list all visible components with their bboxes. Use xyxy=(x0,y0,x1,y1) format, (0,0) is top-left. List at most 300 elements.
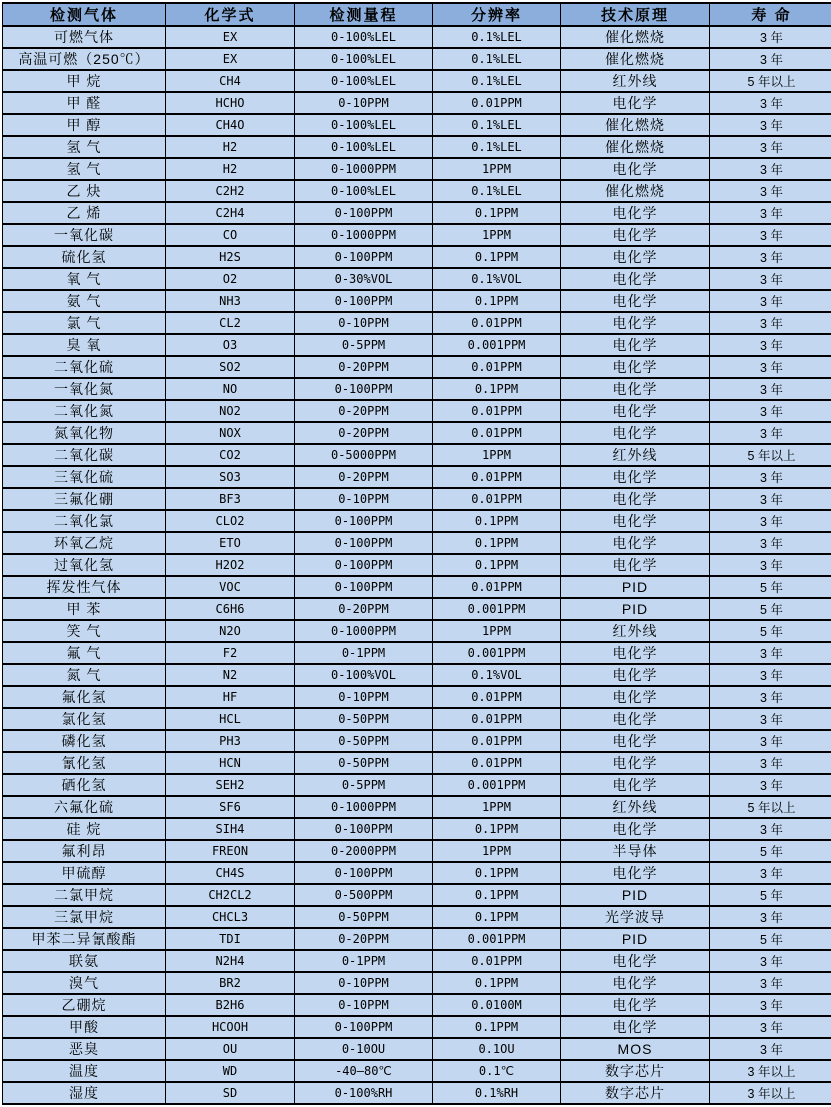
table-row xyxy=(3,994,831,1016)
cell-principle: 电化学 xyxy=(561,268,710,290)
table-row xyxy=(3,642,831,664)
table-row xyxy=(3,1016,831,1038)
cell-gas: 恶臭 xyxy=(3,1038,166,1060)
cell-formula: TDI xyxy=(166,928,295,950)
cell-range: 0-20PPM xyxy=(295,356,433,378)
table-row xyxy=(3,796,831,818)
cell-range: 0-100PPM xyxy=(295,510,433,532)
column-header-principle: 技术原理 xyxy=(561,3,710,26)
table-row xyxy=(3,730,831,752)
cell-lifespan: 3 年 xyxy=(710,48,831,70)
table-row xyxy=(3,532,831,554)
cell-lifespan: 3 年 xyxy=(710,356,831,378)
table-row xyxy=(3,1060,831,1082)
cell-range: 0-2000PPM xyxy=(295,840,433,862)
cell-resolution: 0.1℃ xyxy=(433,1060,561,1082)
cell-principle: 电化学 xyxy=(561,818,710,840)
cell-lifespan: 3 年 xyxy=(710,378,831,400)
cell-lifespan: 3 年 xyxy=(710,862,831,884)
cell-principle: 电化学 xyxy=(561,356,710,378)
cell-range: 0-100PPM xyxy=(295,532,433,554)
cell-resolution: 0.1PPM xyxy=(433,290,561,312)
cell-principle: 电化学 xyxy=(561,774,710,796)
cell-formula: SF6 xyxy=(166,796,295,818)
cell-formula: OU xyxy=(166,1038,295,1060)
cell-range: 0-5PPM xyxy=(295,334,433,356)
cell-resolution: 0.1OU xyxy=(433,1038,561,1060)
cell-lifespan: 5 年以上 xyxy=(710,70,831,92)
table-row xyxy=(3,312,831,334)
cell-formula: NH3 xyxy=(166,290,295,312)
cell-gas: 挥发性气体 xyxy=(3,576,166,598)
cell-lifespan: 5 年 xyxy=(710,840,831,862)
table-row xyxy=(3,818,831,840)
cell-gas: 溴气 xyxy=(3,972,166,994)
table-row xyxy=(3,752,831,774)
cell-gas: 乙 烯 xyxy=(3,202,166,224)
cell-lifespan: 3 年 xyxy=(710,950,831,972)
cell-principle: PID xyxy=(561,928,710,950)
cell-gas: 二氧化硫 xyxy=(3,356,166,378)
cell-range: 0-1PPM xyxy=(295,950,433,972)
cell-lifespan: 3 年 xyxy=(710,224,831,246)
cell-range: 0-1000PPM xyxy=(295,620,433,642)
cell-resolution: 0.1%RH xyxy=(433,1082,561,1104)
cell-range: 0-1PPM xyxy=(295,642,433,664)
table-row xyxy=(3,334,831,356)
cell-lifespan: 3 年 xyxy=(710,114,831,136)
cell-formula: H2S xyxy=(166,246,295,268)
cell-range: 0-100%LEL xyxy=(295,136,433,158)
cell-gas: 硅 烷 xyxy=(3,818,166,840)
cell-lifespan: 3 年以上 xyxy=(710,1060,831,1082)
cell-principle: 电化学 xyxy=(561,664,710,686)
cell-principle: 电化学 xyxy=(561,422,710,444)
cell-resolution: 0.1%VOL xyxy=(433,664,561,686)
cell-gas: 甲酸 xyxy=(3,1016,166,1038)
cell-range: 0-100PPM xyxy=(295,554,433,576)
cell-lifespan: 5 年 xyxy=(710,928,831,950)
cell-principle: 半导体 xyxy=(561,840,710,862)
cell-formula: CL2 xyxy=(166,312,295,334)
cell-lifespan: 3 年 xyxy=(710,510,831,532)
table-row xyxy=(3,356,831,378)
cell-lifespan: 3 年 xyxy=(710,708,831,730)
cell-gas: 温度 xyxy=(3,1060,166,1082)
cell-gas: 湿度 xyxy=(3,1082,166,1104)
cell-principle: 电化学 xyxy=(561,642,710,664)
table-row xyxy=(3,1038,831,1060)
cell-resolution: 1PPM xyxy=(433,796,561,818)
cell-gas: 笑 气 xyxy=(3,620,166,642)
table-body xyxy=(3,26,831,1104)
cell-lifespan: 5 年 xyxy=(710,884,831,906)
table-row xyxy=(3,92,831,114)
cell-lifespan: 3 年 xyxy=(710,26,831,48)
cell-range: 0-100PPM xyxy=(295,290,433,312)
cell-lifespan: 3 年 xyxy=(710,400,831,422)
cell-resolution: 0.001PPM xyxy=(433,598,561,620)
cell-principle: 电化学 xyxy=(561,158,710,180)
cell-range: 0-50PPM xyxy=(295,730,433,752)
cell-gas: 过氧化氢 xyxy=(3,554,166,576)
cell-formula: CHCL3 xyxy=(166,906,295,928)
cell-principle: 红外线 xyxy=(561,796,710,818)
cell-range: 0-20PPM xyxy=(295,400,433,422)
cell-principle: 电化学 xyxy=(561,862,710,884)
table-row xyxy=(3,114,831,136)
table-row xyxy=(3,136,831,158)
table-row xyxy=(3,950,831,972)
cell-resolution: 0.01PPM xyxy=(433,730,561,752)
table-row xyxy=(3,840,831,862)
cell-formula: CH4 xyxy=(166,70,295,92)
column-header-gas: 检测气体 xyxy=(3,3,166,26)
cell-lifespan: 3 年 xyxy=(710,290,831,312)
cell-principle: 催化燃烧 xyxy=(561,114,710,136)
cell-resolution: 1PPM xyxy=(433,840,561,862)
header-row xyxy=(3,3,831,26)
cell-range: 0-100PPM xyxy=(295,246,433,268)
table-row xyxy=(3,906,831,928)
cell-resolution: 0.1PPM xyxy=(433,510,561,532)
cell-lifespan: 3 年 xyxy=(710,180,831,202)
cell-principle: 催化燃烧 xyxy=(561,26,710,48)
cell-resolution: 0.01PPM xyxy=(433,686,561,708)
cell-formula: N2 xyxy=(166,664,295,686)
cell-resolution: 0.1%LEL xyxy=(433,70,561,92)
cell-formula: HF xyxy=(166,686,295,708)
cell-formula: O3 xyxy=(166,334,295,356)
table-row xyxy=(3,774,831,796)
cell-resolution: 0.1%LEL xyxy=(433,136,561,158)
cell-principle: 电化学 xyxy=(561,92,710,114)
cell-lifespan: 3 年 xyxy=(710,972,831,994)
table-row xyxy=(3,488,831,510)
table-row xyxy=(3,928,831,950)
cell-resolution: 0.1%LEL xyxy=(433,114,561,136)
cell-range: 0-30%VOL xyxy=(295,268,433,290)
cell-range: 0-10PPM xyxy=(295,312,433,334)
cell-gas: 甲硫醇 xyxy=(3,862,166,884)
cell-range: 0-100%LEL xyxy=(295,48,433,70)
cell-range: 0-20PPM xyxy=(295,598,433,620)
cell-resolution: 0.1PPM xyxy=(433,906,561,928)
cell-formula: CO xyxy=(166,224,295,246)
table-row xyxy=(3,466,831,488)
cell-gas: 氮氧化物 xyxy=(3,422,166,444)
cell-lifespan: 3 年 xyxy=(710,664,831,686)
cell-lifespan: 3 年 xyxy=(710,686,831,708)
cell-range: 0-100PPM xyxy=(295,378,433,400)
table-row xyxy=(3,70,831,92)
cell-principle: 电化学 xyxy=(561,1016,710,1038)
column-header-lifespan: 寿 命 xyxy=(710,3,831,26)
cell-principle: 电化学 xyxy=(561,972,710,994)
cell-principle: PID xyxy=(561,576,710,598)
cell-gas: 硒化氢 xyxy=(3,774,166,796)
cell-resolution: 0.01PPM xyxy=(433,466,561,488)
cell-range: 0-5PPM xyxy=(295,774,433,796)
cell-gas: 氮 气 xyxy=(3,664,166,686)
cell-lifespan: 5 年 xyxy=(710,598,831,620)
cell-resolution: 0.1PPM xyxy=(433,862,561,884)
cell-range: 0-1000PPM xyxy=(295,224,433,246)
cell-resolution: 0.1PPM xyxy=(433,378,561,400)
cell-gas: 乙硼烷 xyxy=(3,994,166,1016)
cell-lifespan: 3 年 xyxy=(710,554,831,576)
cell-range: 0-20PPM xyxy=(295,422,433,444)
cell-formula: NO2 xyxy=(166,400,295,422)
cell-gas: 六氟化硫 xyxy=(3,796,166,818)
cell-gas: 一氧化碳 xyxy=(3,224,166,246)
cell-resolution: 0.01PPM xyxy=(433,752,561,774)
cell-gas: 二氧化氮 xyxy=(3,400,166,422)
table-row xyxy=(3,224,831,246)
table-row xyxy=(3,422,831,444)
cell-resolution: 1PPM xyxy=(433,158,561,180)
cell-range: 0-10PPM xyxy=(295,972,433,994)
cell-range: -40—80℃ xyxy=(295,1060,433,1082)
cell-range: 0-100%LEL xyxy=(295,70,433,92)
table-row xyxy=(3,444,831,466)
cell-resolution: 1PPM xyxy=(433,620,561,642)
table-row xyxy=(3,180,831,202)
cell-principle: 电化学 xyxy=(561,950,710,972)
cell-resolution: 0.0100M xyxy=(433,994,561,1016)
cell-range: 0-1000PPM xyxy=(295,158,433,180)
cell-principle: 催化燃烧 xyxy=(561,48,710,70)
cell-gas: 环氧乙烷 xyxy=(3,532,166,554)
cell-formula: SO3 xyxy=(166,466,295,488)
cell-formula: WD xyxy=(166,1060,295,1082)
cell-gas: 三氯甲烷 xyxy=(3,906,166,928)
gas-spec-table xyxy=(2,2,831,1105)
table-row xyxy=(3,48,831,70)
cell-principle: 电化学 xyxy=(561,686,710,708)
cell-formula: EX xyxy=(166,48,295,70)
cell-gas: 乙 炔 xyxy=(3,180,166,202)
cell-lifespan: 3 年 xyxy=(710,158,831,180)
cell-formula: NOX xyxy=(166,422,295,444)
cell-lifespan: 3 年 xyxy=(710,1016,831,1038)
cell-range: 0-1000PPM xyxy=(295,796,433,818)
cell-gas: 甲苯二异氰酸酯 xyxy=(3,928,166,950)
cell-formula: CLO2 xyxy=(166,510,295,532)
cell-gas: 硫化氢 xyxy=(3,246,166,268)
cell-formula: N2O xyxy=(166,620,295,642)
table-row xyxy=(3,620,831,642)
cell-lifespan: 3 年 xyxy=(710,752,831,774)
cell-formula: HCN xyxy=(166,752,295,774)
cell-formula: BR2 xyxy=(166,972,295,994)
cell-range: 0-100%LEL xyxy=(295,26,433,48)
cell-formula: SIH4 xyxy=(166,818,295,840)
cell-formula: CO2 xyxy=(166,444,295,466)
cell-resolution: 1PPM xyxy=(433,224,561,246)
cell-resolution: 0.01PPM xyxy=(433,92,561,114)
cell-gas: 甲 醇 xyxy=(3,114,166,136)
cell-range: 0-100PPM xyxy=(295,818,433,840)
cell-formula: CH4O xyxy=(166,114,295,136)
cell-formula: HCHO xyxy=(166,92,295,114)
cell-formula: SEH2 xyxy=(166,774,295,796)
table-row xyxy=(3,576,831,598)
cell-principle: 红外线 xyxy=(561,70,710,92)
column-header-range: 检测量程 xyxy=(295,3,433,26)
cell-principle: 电化学 xyxy=(561,752,710,774)
cell-lifespan: 3 年 xyxy=(710,422,831,444)
cell-principle: 电化学 xyxy=(561,466,710,488)
cell-principle: MOS xyxy=(561,1038,710,1060)
table-row xyxy=(3,862,831,884)
cell-formula: SD xyxy=(166,1082,295,1104)
cell-range: 0-100%RH xyxy=(295,1082,433,1104)
cell-formula: VOC xyxy=(166,576,295,598)
cell-lifespan: 3 年 xyxy=(710,246,831,268)
cell-resolution: 0.1PPM xyxy=(433,554,561,576)
cell-gas: 可燃气体 xyxy=(3,26,166,48)
cell-resolution: 0.001PPM xyxy=(433,642,561,664)
cell-gas: 氟 气 xyxy=(3,642,166,664)
cell-range: 0-100%VOL xyxy=(295,664,433,686)
cell-resolution: 0.1%LEL xyxy=(433,180,561,202)
cell-formula: C2H2 xyxy=(166,180,295,202)
cell-gas: 臭 氧 xyxy=(3,334,166,356)
cell-formula: NO xyxy=(166,378,295,400)
cell-formula: F2 xyxy=(166,642,295,664)
cell-range: 0-10PPM xyxy=(295,686,433,708)
cell-lifespan: 3 年以上 xyxy=(710,1082,831,1104)
cell-gas: 氢 气 xyxy=(3,158,166,180)
cell-range: 0-10OU xyxy=(295,1038,433,1060)
cell-resolution: 0.01PPM xyxy=(433,950,561,972)
cell-resolution: 0.1PPM xyxy=(433,246,561,268)
cell-formula: C6H6 xyxy=(166,598,295,620)
cell-resolution: 0.1PPM xyxy=(433,1016,561,1038)
cell-resolution: 0.1PPM xyxy=(433,202,561,224)
cell-principle: 数字芯片 xyxy=(561,1060,710,1082)
cell-resolution: 0.01PPM xyxy=(433,708,561,730)
cell-lifespan: 5 年 xyxy=(710,576,831,598)
cell-principle: 电化学 xyxy=(561,554,710,576)
cell-resolution: 1PPM xyxy=(433,444,561,466)
cell-resolution: 0.001PPM xyxy=(433,928,561,950)
cell-resolution: 0.01PPM xyxy=(433,422,561,444)
cell-lifespan: 5 年以上 xyxy=(710,444,831,466)
cell-lifespan: 3 年 xyxy=(710,334,831,356)
cell-gas: 氟化氢 xyxy=(3,686,166,708)
cell-lifespan: 3 年 xyxy=(710,906,831,928)
cell-principle: 电化学 xyxy=(561,290,710,312)
cell-range: 0-10PPM xyxy=(295,92,433,114)
table-row xyxy=(3,664,831,686)
cell-resolution: 0.01PPM xyxy=(433,488,561,510)
cell-formula: PH3 xyxy=(166,730,295,752)
cell-gas: 磷化氢 xyxy=(3,730,166,752)
cell-principle: 催化燃烧 xyxy=(561,180,710,202)
cell-formula: SO2 xyxy=(166,356,295,378)
cell-principle: 电化学 xyxy=(561,708,710,730)
cell-gas: 一氧化氮 xyxy=(3,378,166,400)
cell-principle: 电化学 xyxy=(561,400,710,422)
cell-gas: 二氯甲烷 xyxy=(3,884,166,906)
cell-range: 0-100PPM xyxy=(295,862,433,884)
cell-lifespan: 3 年 xyxy=(710,532,831,554)
cell-principle: 红外线 xyxy=(561,444,710,466)
cell-resolution: 0.1%LEL xyxy=(433,48,561,70)
cell-range: 0-50PPM xyxy=(295,752,433,774)
column-header-formula: 化学式 xyxy=(166,3,295,26)
cell-formula: O2 xyxy=(166,268,295,290)
cell-range: 0-100PPM xyxy=(295,202,433,224)
cell-lifespan: 3 年 xyxy=(710,642,831,664)
cell-gas: 三氟化硼 xyxy=(3,488,166,510)
cell-gas: 甲 苯 xyxy=(3,598,166,620)
cell-principle: 电化学 xyxy=(561,730,710,752)
table-row xyxy=(3,510,831,532)
cell-principle: 电化学 xyxy=(561,224,710,246)
table-row xyxy=(3,400,831,422)
cell-principle: 电化学 xyxy=(561,312,710,334)
cell-principle: 电化学 xyxy=(561,532,710,554)
cell-gas: 甲 醛 xyxy=(3,92,166,114)
cell-lifespan: 3 年 xyxy=(710,312,831,334)
cell-principle: 光学波导 xyxy=(561,906,710,928)
cell-formula: HCOOH xyxy=(166,1016,295,1038)
cell-formula: H2 xyxy=(166,136,295,158)
cell-lifespan: 3 年 xyxy=(710,466,831,488)
cell-resolution: 0.1%VOL xyxy=(433,268,561,290)
table-row xyxy=(3,884,831,906)
table-row xyxy=(3,290,831,312)
cell-formula: C2H4 xyxy=(166,202,295,224)
cell-lifespan: 5 年 xyxy=(710,620,831,642)
table-row xyxy=(3,686,831,708)
cell-resolution: 0.1PPM xyxy=(433,818,561,840)
cell-resolution: 0.001PPM xyxy=(433,334,561,356)
cell-range: 0-20PPM xyxy=(295,928,433,950)
cell-principle: 电化学 xyxy=(561,334,710,356)
cell-gas: 二氧化氯 xyxy=(3,510,166,532)
cell-gas: 氯化氢 xyxy=(3,708,166,730)
cell-range: 0-500PPM xyxy=(295,884,433,906)
cell-range: 0-5000PPM xyxy=(295,444,433,466)
cell-principle: PID xyxy=(561,884,710,906)
cell-principle: PID xyxy=(561,598,710,620)
cell-resolution: 0.1PPM xyxy=(433,884,561,906)
cell-gas: 氨 气 xyxy=(3,290,166,312)
table-row xyxy=(3,708,831,730)
cell-principle: 红外线 xyxy=(561,620,710,642)
cell-principle: 催化燃烧 xyxy=(561,136,710,158)
cell-gas: 氯 气 xyxy=(3,312,166,334)
cell-resolution: 0.001PPM xyxy=(433,774,561,796)
cell-resolution: 0.01PPM xyxy=(433,312,561,334)
cell-range: 0-100PPM xyxy=(295,576,433,598)
cell-gas: 三氧化硫 xyxy=(3,466,166,488)
cell-range: 0-50PPM xyxy=(295,708,433,730)
cell-formula: N2H4 xyxy=(166,950,295,972)
cell-range: 0-10PPM xyxy=(295,488,433,510)
cell-gas: 氰化氢 xyxy=(3,752,166,774)
cell-gas: 高温可燃（250℃） xyxy=(3,48,166,70)
cell-lifespan: 3 年 xyxy=(710,268,831,290)
cell-range: 0-10PPM xyxy=(295,994,433,1016)
cell-lifespan: 3 年 xyxy=(710,994,831,1016)
cell-gas: 联氨 xyxy=(3,950,166,972)
cell-principle: 电化学 xyxy=(561,246,710,268)
